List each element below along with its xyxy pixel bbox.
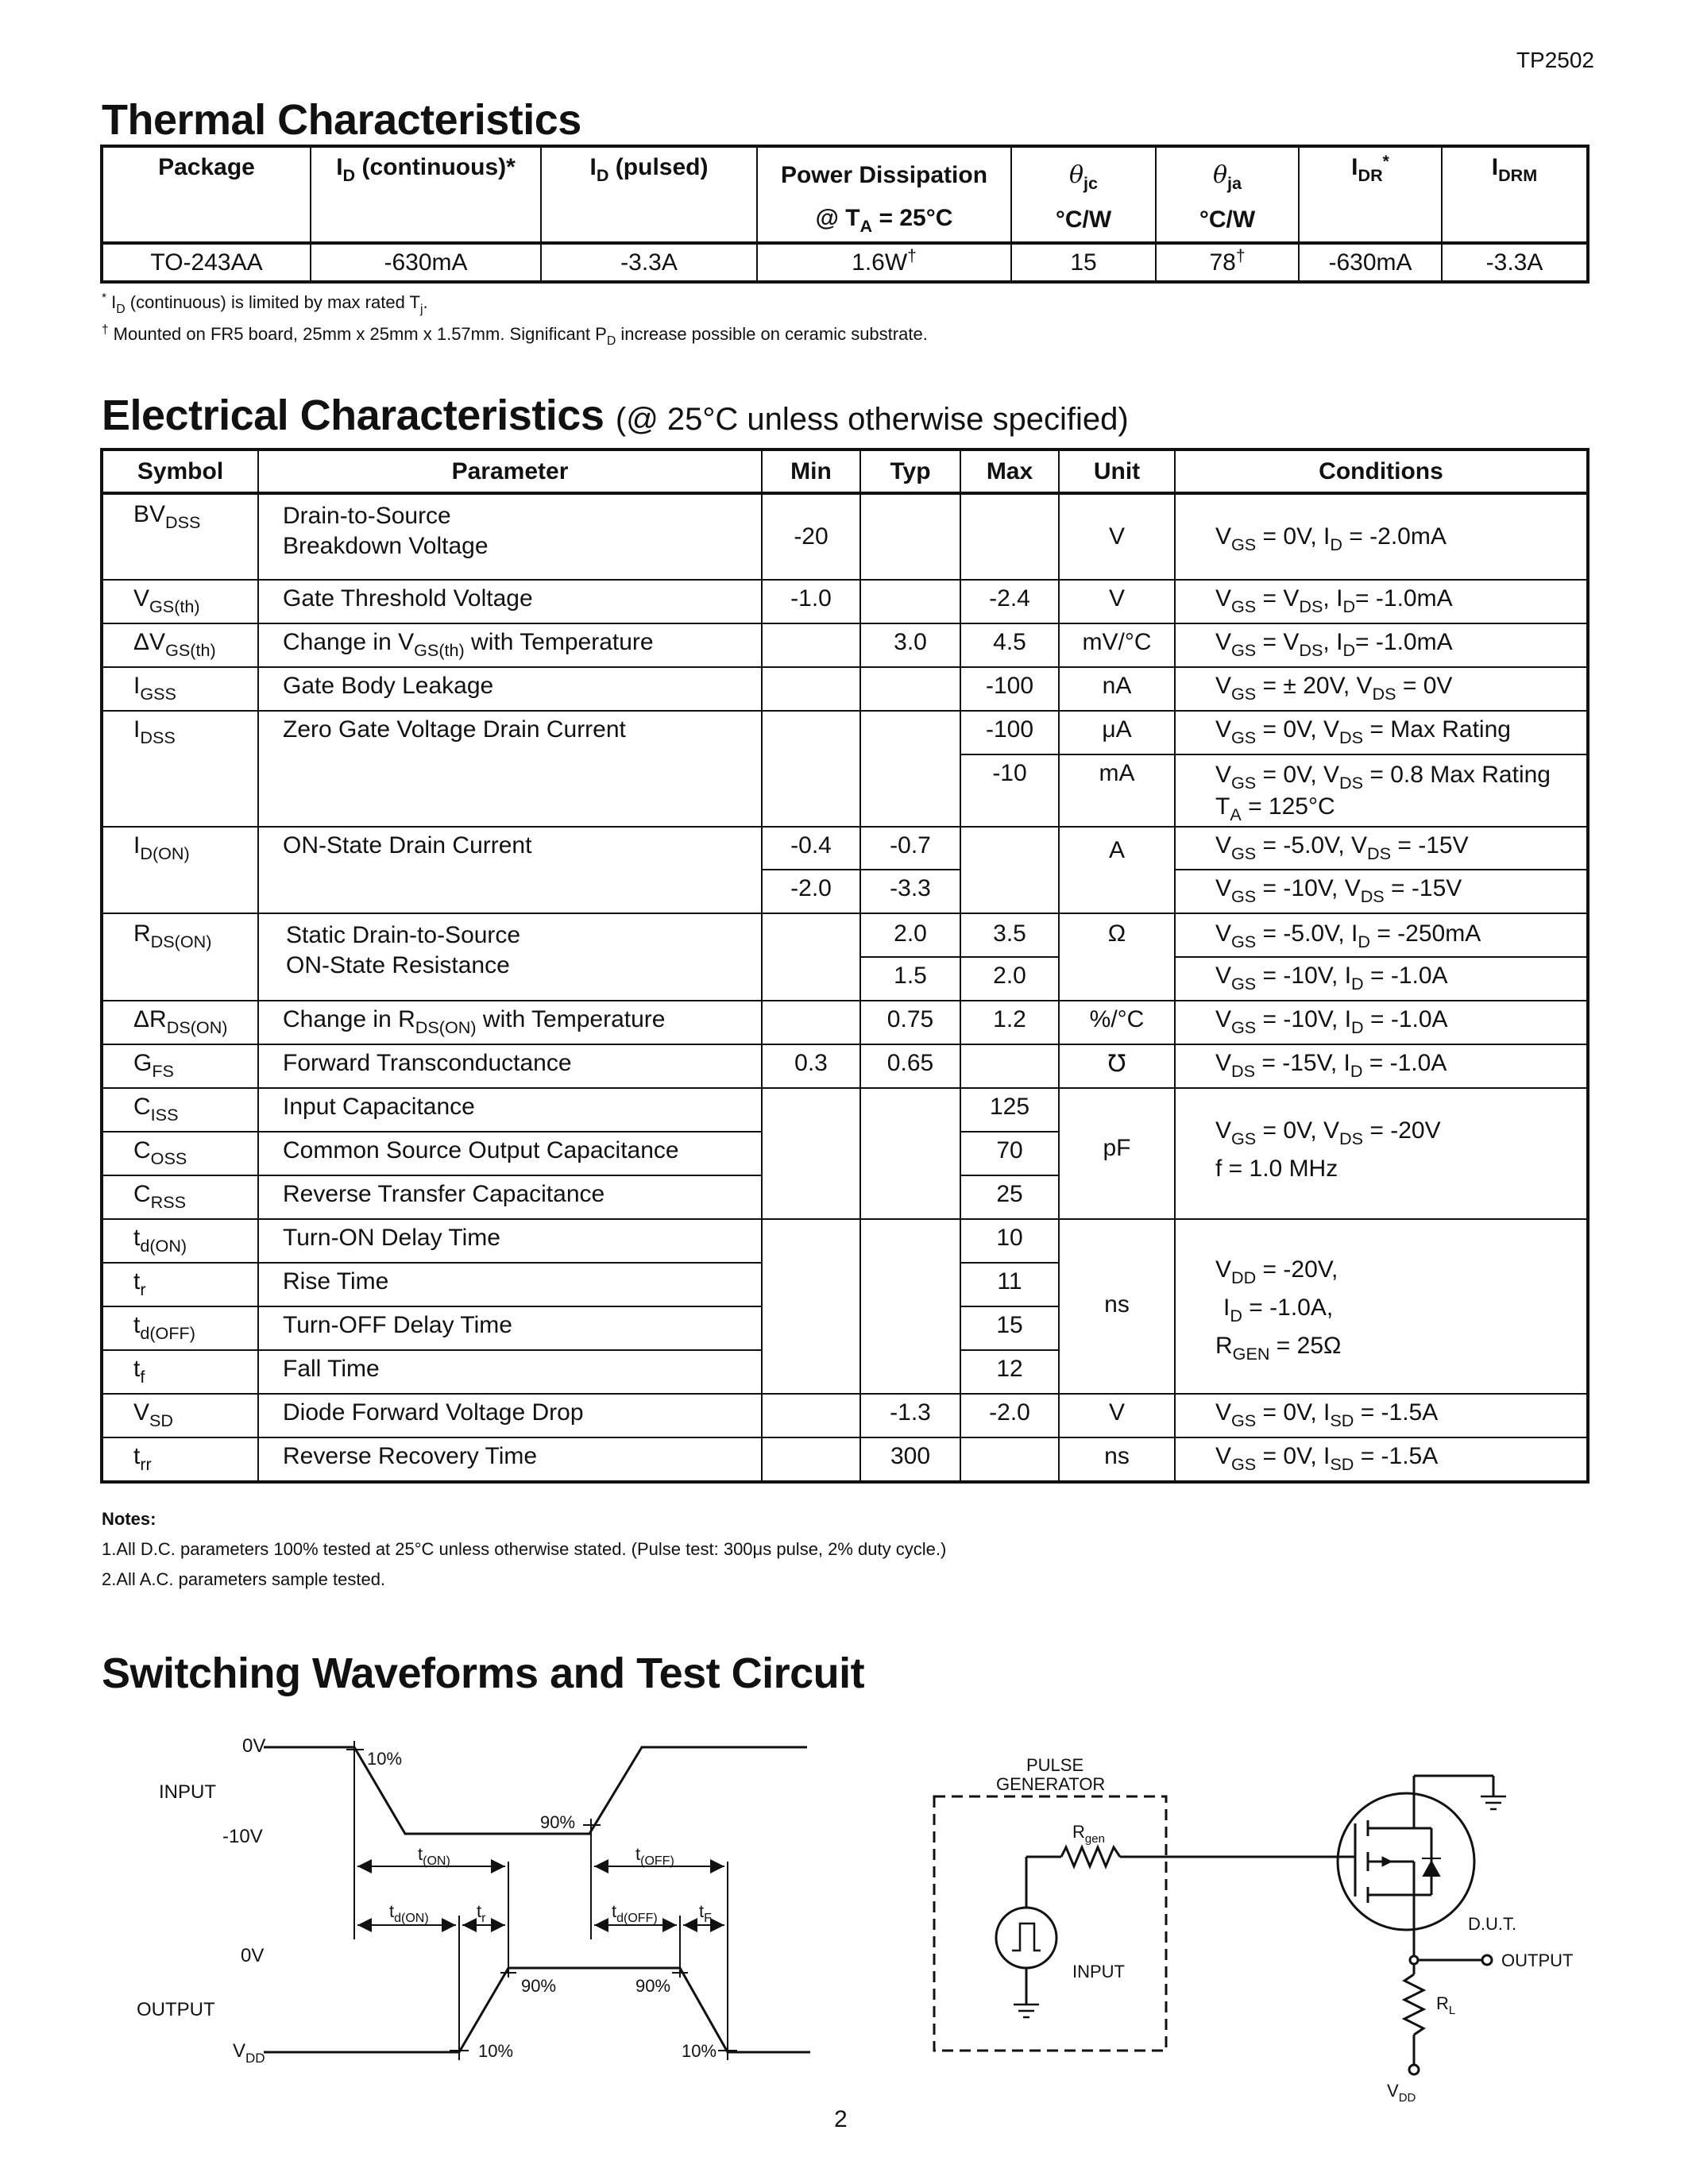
td-theta-jc: 15 — [1011, 243, 1156, 281]
max-drdson: 1.2 — [960, 1001, 1059, 1044]
pct10-output-rise: 10% — [478, 2041, 514, 2061]
td-id-continuous: -630mA — [311, 243, 541, 281]
cond-rdson-1: $V_{GS} = -5.0V$, $I_D = -250mA$ — [1175, 913, 1587, 957]
cond-drdson: $V_{GS} = -10V$, $I_D = -1.0A$ — [1175, 1001, 1587, 1044]
td-off-label: $t_{d(OFF)}$ — [612, 1901, 658, 1925]
cond-rdson-2: $V_{GS} = -10V$, $I_D = -1.0A$ — [1175, 957, 1587, 1001]
sym-tr: $t_r$ — [102, 1263, 258, 1306]
th-theta-jc: $\theta_{jc}$ °C/W — [1011, 147, 1156, 243]
sym-igss: $I_{GSS}$ — [102, 667, 258, 711]
output-label: OUTPUT — [137, 1999, 215, 2020]
row-rdson-1 — [102, 913, 1587, 957]
th-power-dissipation: Power Dissipation @ $T_A = 25^\circ C$ — [757, 147, 1011, 243]
th-idr: $I_{DR}^*$ — [1299, 147, 1442, 243]
th-id-continuous: $I_D$ (continuous)* — [311, 147, 541, 243]
param-gfs: Forward Transconductance — [258, 1044, 762, 1088]
notes-title: Notes: — [102, 1509, 156, 1529]
output-terminal-label: OUTPUT — [1501, 1951, 1574, 1970]
pulse-generator-box — [934, 1796, 1166, 2051]
body-diode-icon — [1423, 1862, 1439, 1876]
input-waveform — [264, 1747, 807, 1834]
max-tdoff: 15 — [960, 1306, 1059, 1350]
unit-idss-2: mA — [1059, 754, 1175, 827]
th-unit: Unit — [1059, 450, 1175, 493]
min-gfs: 0.3 — [762, 1044, 860, 1088]
elec-header-row — [102, 450, 1587, 493]
sym-rdson: $R_{DS(ON)}$ — [102, 913, 258, 1001]
unit-igss: nA — [1059, 667, 1175, 711]
max-dvgsth: 4.5 — [960, 623, 1059, 667]
vdd-terminal — [1409, 2065, 1419, 2074]
input-source-label: INPUT — [1072, 1962, 1125, 1981]
cond-trr: $V_{GS} = 0V$, $I_{SD} = -1.5A$ — [1175, 1437, 1587, 1481]
param-vgsth: Gate Threshold Voltage — [258, 580, 762, 623]
th-min: Min — [762, 450, 860, 493]
ground-icon-source — [1481, 1796, 1506, 1809]
row-trr — [102, 1437, 1587, 1481]
output-node — [1410, 1956, 1418, 1964]
th-typ: Typ — [860, 450, 960, 493]
unit-vgsth: V — [1059, 580, 1175, 623]
rgen-resistor-icon — [1061, 1847, 1120, 1866]
param-tr: Rise Time — [258, 1263, 762, 1306]
cond-idss-1: $V_{GS} = 0V$, $V_{DS}$ = Max Rating — [1175, 711, 1587, 754]
sym-idss: $I_{DSS}$ — [102, 711, 258, 827]
input-label: INPUT — [159, 1781, 216, 1803]
unit-dvgsth: mV/°C — [1059, 623, 1175, 667]
typ-rdson-2: 1.5 — [860, 957, 960, 1001]
waveform-annotations — [367, 1749, 717, 2061]
max-coss: 70 — [960, 1132, 1059, 1175]
td-idr: -630mA — [1299, 243, 1442, 281]
max-tr: 11 — [960, 1263, 1059, 1306]
max-idss-2: -10 — [960, 754, 1059, 827]
sym-ciss: $C_{ISS}$ — [102, 1088, 258, 1132]
param-ciss: Input Capacitance — [258, 1088, 762, 1132]
row-gfs — [102, 1044, 1587, 1088]
min-idon-2: -2.0 — [762, 870, 860, 913]
unit-idss-1: μA — [1059, 711, 1175, 754]
param-dvgsth: Change in $V_{GS(th)}$ with Temperature — [258, 623, 762, 667]
sym-drdson: $\Delta R_{DS(ON)}$ — [102, 1001, 258, 1044]
th-idrm: $I_{DRM}$ — [1442, 147, 1587, 243]
rl-resistor-icon — [1404, 1974, 1423, 2035]
unit-drdson: %/°C — [1059, 1001, 1175, 1044]
thermal-header-row — [102, 147, 1587, 243]
th-id-pulsed: $I_D$ (pulsed) — [541, 147, 757, 243]
output-vdd-label: $V_{DD}$ — [233, 2040, 265, 2066]
circuit-labels — [996, 1755, 1573, 2105]
output-0v-label: 0V — [241, 1945, 265, 1966]
notes — [102, 1504, 946, 1595]
param-bvdss: Drain-to-Source Breakdown Voltage — [258, 493, 762, 580]
param-tdoff: Turn-OFF Delay Time — [258, 1306, 762, 1350]
typ-dvgsth: 3.0 — [860, 623, 960, 667]
thermal-title: Thermal Characteristics — [102, 96, 581, 144]
switching-figure — [0, 1700, 1688, 2105]
unit-cap: pF — [1059, 1088, 1175, 1219]
sym-vgsth: $V_{GS(th)}$ — [102, 580, 258, 623]
sym-tdon: $t_{d(ON)}$ — [102, 1219, 258, 1263]
typ-vsd: -1.3 — [860, 1394, 960, 1437]
typ-drdson: 0.75 — [860, 1001, 960, 1044]
max-tf: 12 — [960, 1350, 1059, 1394]
row-vsd — [102, 1394, 1587, 1437]
pulse-shape-icon — [1012, 1924, 1041, 1951]
typ-idon-1: -0.7 — [860, 827, 960, 870]
thermal-table — [102, 146, 1588, 282]
input-0v-label: 0V — [242, 1735, 266, 1757]
unit-rdson: Ω — [1059, 913, 1175, 1001]
pulse-label: PULSE — [1026, 1755, 1084, 1775]
unit-sw: ns — [1059, 1219, 1175, 1394]
sym-trr: $t_{rr}$ — [102, 1437, 258, 1481]
pct90-output-rise: 90% — [521, 1976, 557, 1996]
cond-vsd: $V_{GS} = 0V$, $I_{SD} = -1.5A$ — [1175, 1394, 1587, 1437]
vdd-label: $V_{DD}$ — [1387, 2081, 1416, 2105]
row-idss-1 — [102, 711, 1587, 754]
td-idrm: -3.3A — [1442, 243, 1587, 281]
unit-gfs: ℧ — [1059, 1044, 1175, 1088]
waveform-diagram — [137, 1735, 265, 2066]
unit-vsd: V — [1059, 1394, 1175, 1437]
row-dvgsth — [102, 623, 1587, 667]
cond-idon-2: $V_{GS} = -10V$, $V_{DS} = -15V$ — [1175, 870, 1587, 913]
max-tdon: 10 — [960, 1219, 1059, 1263]
thermal-footnote-2: † Mounted on FR5 board, 25mm x 25mm x 1.57mm. Significant $P_D$ increase possible on ceramic substrate. — [102, 323, 928, 348]
th-parameter: Parameter — [258, 450, 762, 493]
row-ciss — [102, 1088, 1587, 1132]
max-vgsth: -2.4 — [960, 580, 1059, 623]
td-theta-ja: 78† — [1156, 243, 1299, 281]
td-on-label: $t_{d(ON)}$ — [389, 1901, 429, 1925]
ground-icon-input — [1014, 2005, 1039, 2017]
switching-title: Switching Waveforms and Test Circuit — [102, 1650, 865, 1697]
t-off-label: $t_{(OFF)}$ — [635, 1844, 674, 1868]
typ-rdson-1: 2.0 — [860, 913, 960, 957]
param-vsd: Diode Forward Voltage Drop — [258, 1394, 762, 1437]
param-tf: Fall Time — [258, 1350, 762, 1394]
max-ciss: 125 — [960, 1088, 1059, 1132]
test-circuit — [934, 1776, 1506, 2074]
cond-sw: $V_{DD} = -20V$, $I_D = -1.0A$, $R_{GEN} = 25\Omega$ — [1175, 1219, 1587, 1394]
param-trr: Reverse Recovery Time — [258, 1437, 762, 1481]
electrical-table — [102, 450, 1588, 1482]
param-rdson: Static Drain-to-Source ON-State Resistance — [258, 913, 762, 1001]
sym-tf: $t_f$ — [102, 1350, 258, 1394]
max-rdson-1: 3.5 — [960, 913, 1059, 957]
param-idon: ON-State Drain Current — [258, 827, 762, 913]
unit-idon: A — [1059, 827, 1175, 913]
row-idon-1 — [102, 827, 1587, 870]
note-1: 1.All D.C. parameters 100% tested at 25°C unless otherwise stated. (Pulse test: 300μs pulse, 2% duty cycle.) — [102, 1539, 947, 1559]
param-coss: Common Source Output Capacitance — [258, 1132, 762, 1175]
cond-idss-2: $V_{GS} = 0V$, $V_{DS} = 0.8$ Max Rating $T_A = 125^\circ C$ — [1175, 754, 1587, 827]
row-drdson — [102, 1001, 1587, 1044]
unit-trr: ns — [1059, 1437, 1175, 1481]
cond-igss: $V_{GS}$ = ± 20V, $V_{DS} = 0V$ — [1175, 667, 1587, 711]
th-symbol: Symbol — [102, 450, 258, 493]
sym-dvgsth: $\Delta V_{GS(th)}$ — [102, 623, 258, 667]
max-igss: -100 — [960, 667, 1059, 711]
sym-vsd: $V_{SD}$ — [102, 1394, 258, 1437]
cond-gfs: $V_{DS} = -15V$, $I_D = -1.0A$ — [1175, 1044, 1587, 1088]
transition-markers — [346, 1741, 737, 2060]
electrical-title: Electrical Characteristics (@ 25°C unless otherwise specified) — [102, 392, 1129, 439]
typ-gfs: 0.65 — [860, 1044, 960, 1088]
unit-bvdss: V — [1059, 493, 1175, 580]
param-tdon: Turn-ON Delay Time — [258, 1219, 762, 1263]
note-2: 2.All A.C. parameters sample tested. — [102, 1569, 386, 1589]
thermal-data-row — [102, 243, 1587, 281]
t-on-label: $t_{(ON)}$ — [418, 1844, 450, 1868]
td-power-dissipation: 1.6W† — [757, 243, 1011, 281]
tf-label: $t_F$ — [699, 1901, 712, 1925]
td-package: TO-243AA — [102, 243, 311, 281]
tr-label: $t_r$ — [477, 1901, 486, 1925]
param-idss: Zero Gate Voltage Drain Current — [258, 711, 762, 827]
typ-idon-2: -3.3 — [860, 870, 960, 913]
pct10-output-fall: 10% — [682, 2041, 717, 2061]
max-rdson-2: 2.0 — [960, 957, 1059, 1001]
pulse-source-icon — [996, 1908, 1056, 1968]
min-idon-1: -0.4 — [762, 827, 860, 870]
row-tdon — [102, 1219, 1587, 1263]
max-idss-1: -100 — [960, 711, 1059, 754]
generator-label: GENERATOR — [996, 1774, 1106, 1794]
cond-cap: $V_{GS} = 0V$, $V_{DS} = -20V$ f = 1.0 MHz — [1175, 1088, 1587, 1219]
dut-label: D.U.T. — [1468, 1914, 1517, 1934]
output-terminal — [1482, 1955, 1492, 1965]
pct90-input: 90% — [540, 1812, 576, 1832]
cond-vgsth: $V_{GS} = V_{DS}$, $I_D= -1.0mA$ — [1175, 580, 1587, 623]
th-max: Max — [960, 450, 1059, 493]
sym-gfs: $G_{FS}$ — [102, 1044, 258, 1088]
typ-trr: 300 — [860, 1437, 960, 1481]
cond-idon-1: $V_{GS} = -5.0V$, $V_{DS} = -15V$ — [1175, 827, 1587, 870]
rl-label: $R_L$ — [1436, 1993, 1456, 2017]
pct10-input: 10% — [367, 1749, 403, 1769]
sym-coss: $C_{OSS}$ — [102, 1132, 258, 1175]
th-conditions: Conditions — [1175, 450, 1587, 493]
row-vgsth — [102, 580, 1587, 623]
pct90-output-fall: 90% — [635, 1976, 671, 1996]
min-vgsth: -1.0 — [762, 580, 860, 623]
th-package: Package — [102, 147, 311, 243]
max-crss: 25 — [960, 1175, 1059, 1219]
timing-reference-lines — [354, 1751, 728, 2051]
max-vsd: -2.0 — [960, 1394, 1059, 1437]
th-theta-ja: $\theta_{ja}$ °C/W — [1156, 147, 1299, 243]
page-number: 2 — [834, 2106, 848, 2132]
row-igss — [102, 667, 1587, 711]
sym-idon: $I_{D(ON)}$ — [102, 827, 258, 913]
sym-crss: $C_{RSS}$ — [102, 1175, 258, 1219]
rgen-label: $R_{gen}$ — [1072, 1822, 1105, 1846]
sym-bvdss: $BV_{DSS}$ — [102, 493, 258, 580]
min-bvdss: -20 — [762, 493, 860, 580]
electrical-subtitle: (@ 25°C unless otherwise specified) — [615, 402, 1129, 437]
cond-dvgsth: $V_{GS} = V_{DS}$, $I_D= -1.0mA$ — [1175, 623, 1587, 667]
row-bvdss — [102, 493, 1587, 580]
param-drdson: Change in $R_{DS(ON)}$ with Temperature — [258, 1001, 762, 1044]
sym-tdoff: $t_{d(OFF)}$ — [102, 1306, 258, 1350]
param-crss: Reverse Transfer Capacitance — [258, 1175, 762, 1219]
cond-bvdss: $V_{GS} = 0V$, $I_D = -2.0mA$ — [1175, 493, 1587, 580]
part-number: TP2502 — [1516, 48, 1594, 72]
td-id-pulsed: -3.3A — [541, 243, 757, 281]
input-neg10v-label: -10V — [222, 1826, 263, 1847]
thermal-footnote-1: * $I_D$ (continuous) is limited by max rated $T_j$. — [102, 291, 428, 316]
param-igss: Gate Body Leakage — [258, 667, 762, 711]
